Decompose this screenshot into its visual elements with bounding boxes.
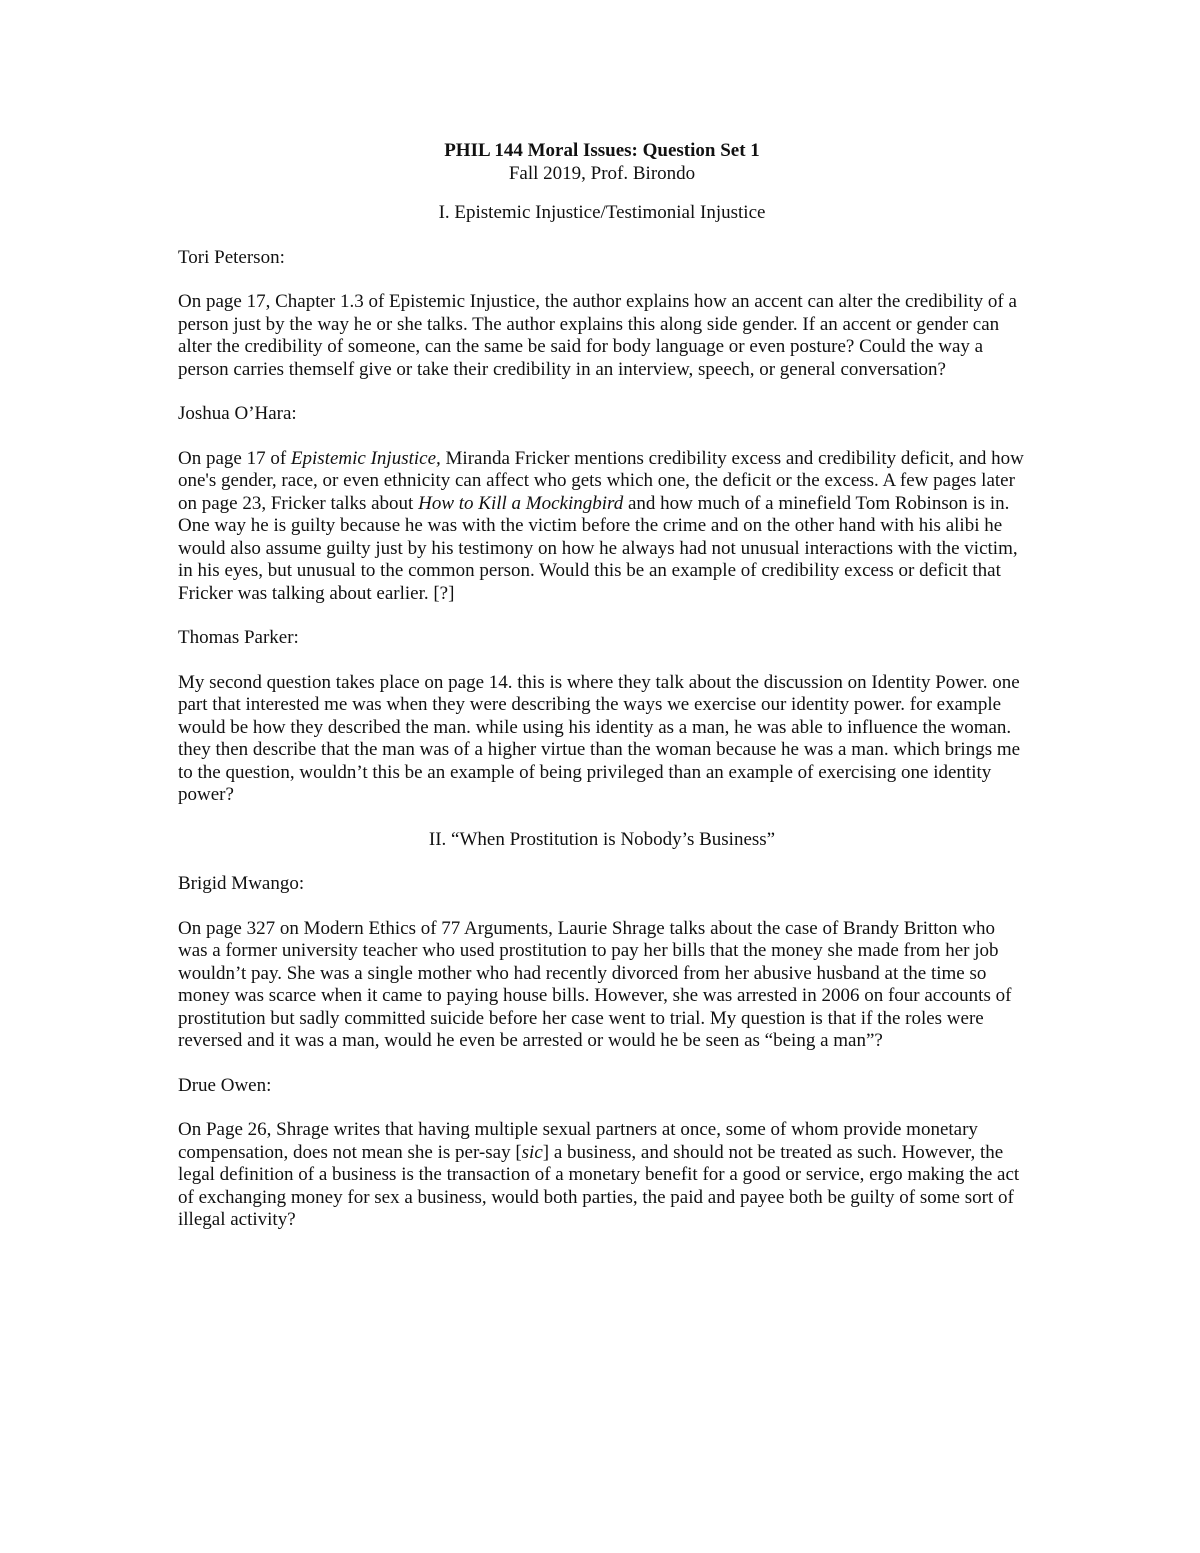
author-name: Tori Peterson:	[178, 246, 285, 268]
section-heading-2: II. “When Prostitution is Nobody’s Business”	[428, 828, 776, 850]
question-paragraph: My second question takes place on page 14. this is where they talk about the discussion on Identity Power. one part that interested me was when they were describing the ways we exercise our identity power. for example would be how they described the man. while using his identity as a man, he was able to influence the woman. they then describe that the man was of a higher virtue than the woman because he was a man. which brings me to the question, wouldn’t this be an example of being privileged than an example of exercising one identity power?	[178, 671, 1021, 805]
document-page	[178, 140, 1026, 1254]
section-heading-1: I. Epistemic Injustice/Testimonial Injustice	[438, 202, 766, 223]
sic-italic: sic	[521, 1141, 543, 1163]
author-name: Joshua O’Hara:	[178, 403, 297, 424]
question-paragraph	[178, 1119, 1026, 1232]
question-paragraph: On page 327 on Modern Ethics of 77 Arguments, Laurie Shrage talks about the case of Brandy Britton who was a former university teacher who used prostitution to pay her bills that the money she made from her job wouldn’t pay. She was a single mother who had recently divorced from her abusive husband at the time so money was scarce when it came to paying house bills. However, she was arrested in 2006 on four accounts of prostitution but sadly committed suicide before her case went to trial. My question is that if the roles were reversed and it was a man, would he even be arrested or would he be seen as “being a man”?	[178, 917, 1012, 1051]
paragraph-text: ] a business, and should not be treated as such. However, the legal definition of a business is the transaction of a monetary benefit for a good or service, ergo making the act of exchanging money for sex a business, would both parties, the paid and payee both be guilty of some sort of illegal activity?	[178, 1141, 1020, 1230]
document-subtitle: Fall 2019, Prof. Birondo	[508, 162, 696, 184]
author-name: Drue Owen:	[178, 1074, 272, 1096]
question-paragraph: On page 17, Chapter 1.3 of Epistemic Injustice, the author explains how an accent can alter the credibility of a person just by the way he or she talks. The author explains this along side gender. If an accent or gender can alter the credibility of someone, can the same be said for body language or even posture? Could the way a person carries themself give or take their credibility in an interview, speech, or general conversation?	[178, 291, 1017, 380]
paragraph-text: On Page 26, Shrage writes that having multiple sexual partners at once, some of whom provide monetary compensation, does not mean she is per-say [	[178, 1119, 978, 1163]
paragraph-text: On page 17 of	[178, 447, 291, 469]
paragraph-text: Miranda Fricker mentions credibility excess and credibility deficit, and how one's gender, race, or even ethnicity can affect who gets which one, the deficit or the excess. A few pages later on page 23, Fricker talks about	[178, 447, 1024, 514]
author-name: Brigid Mwango:	[178, 873, 305, 894]
book-title-italic: How to Kill a Mockingbird	[418, 492, 624, 514]
document-title: PHIL 144 Moral Issues: Question Set 1	[444, 140, 760, 161]
question-paragraph	[178, 448, 1026, 606]
paragraph-text: and how much of a minefield Tom Robinson is in. One way he is guilty because he was with the victim before the crime and on the other hand with his alibi he would also assume guilty just by his testimony on how he always had not unusual interactions with the victim, in his eyes, but unusual to the common person. Would this be an example of credibility excess or deficit that Fricker was talking about earlier. [?]	[178, 492, 1018, 604]
book-title-italic: Epistemic Injustice,	[290, 447, 441, 469]
author-name: Thomas Parker:	[178, 627, 299, 648]
